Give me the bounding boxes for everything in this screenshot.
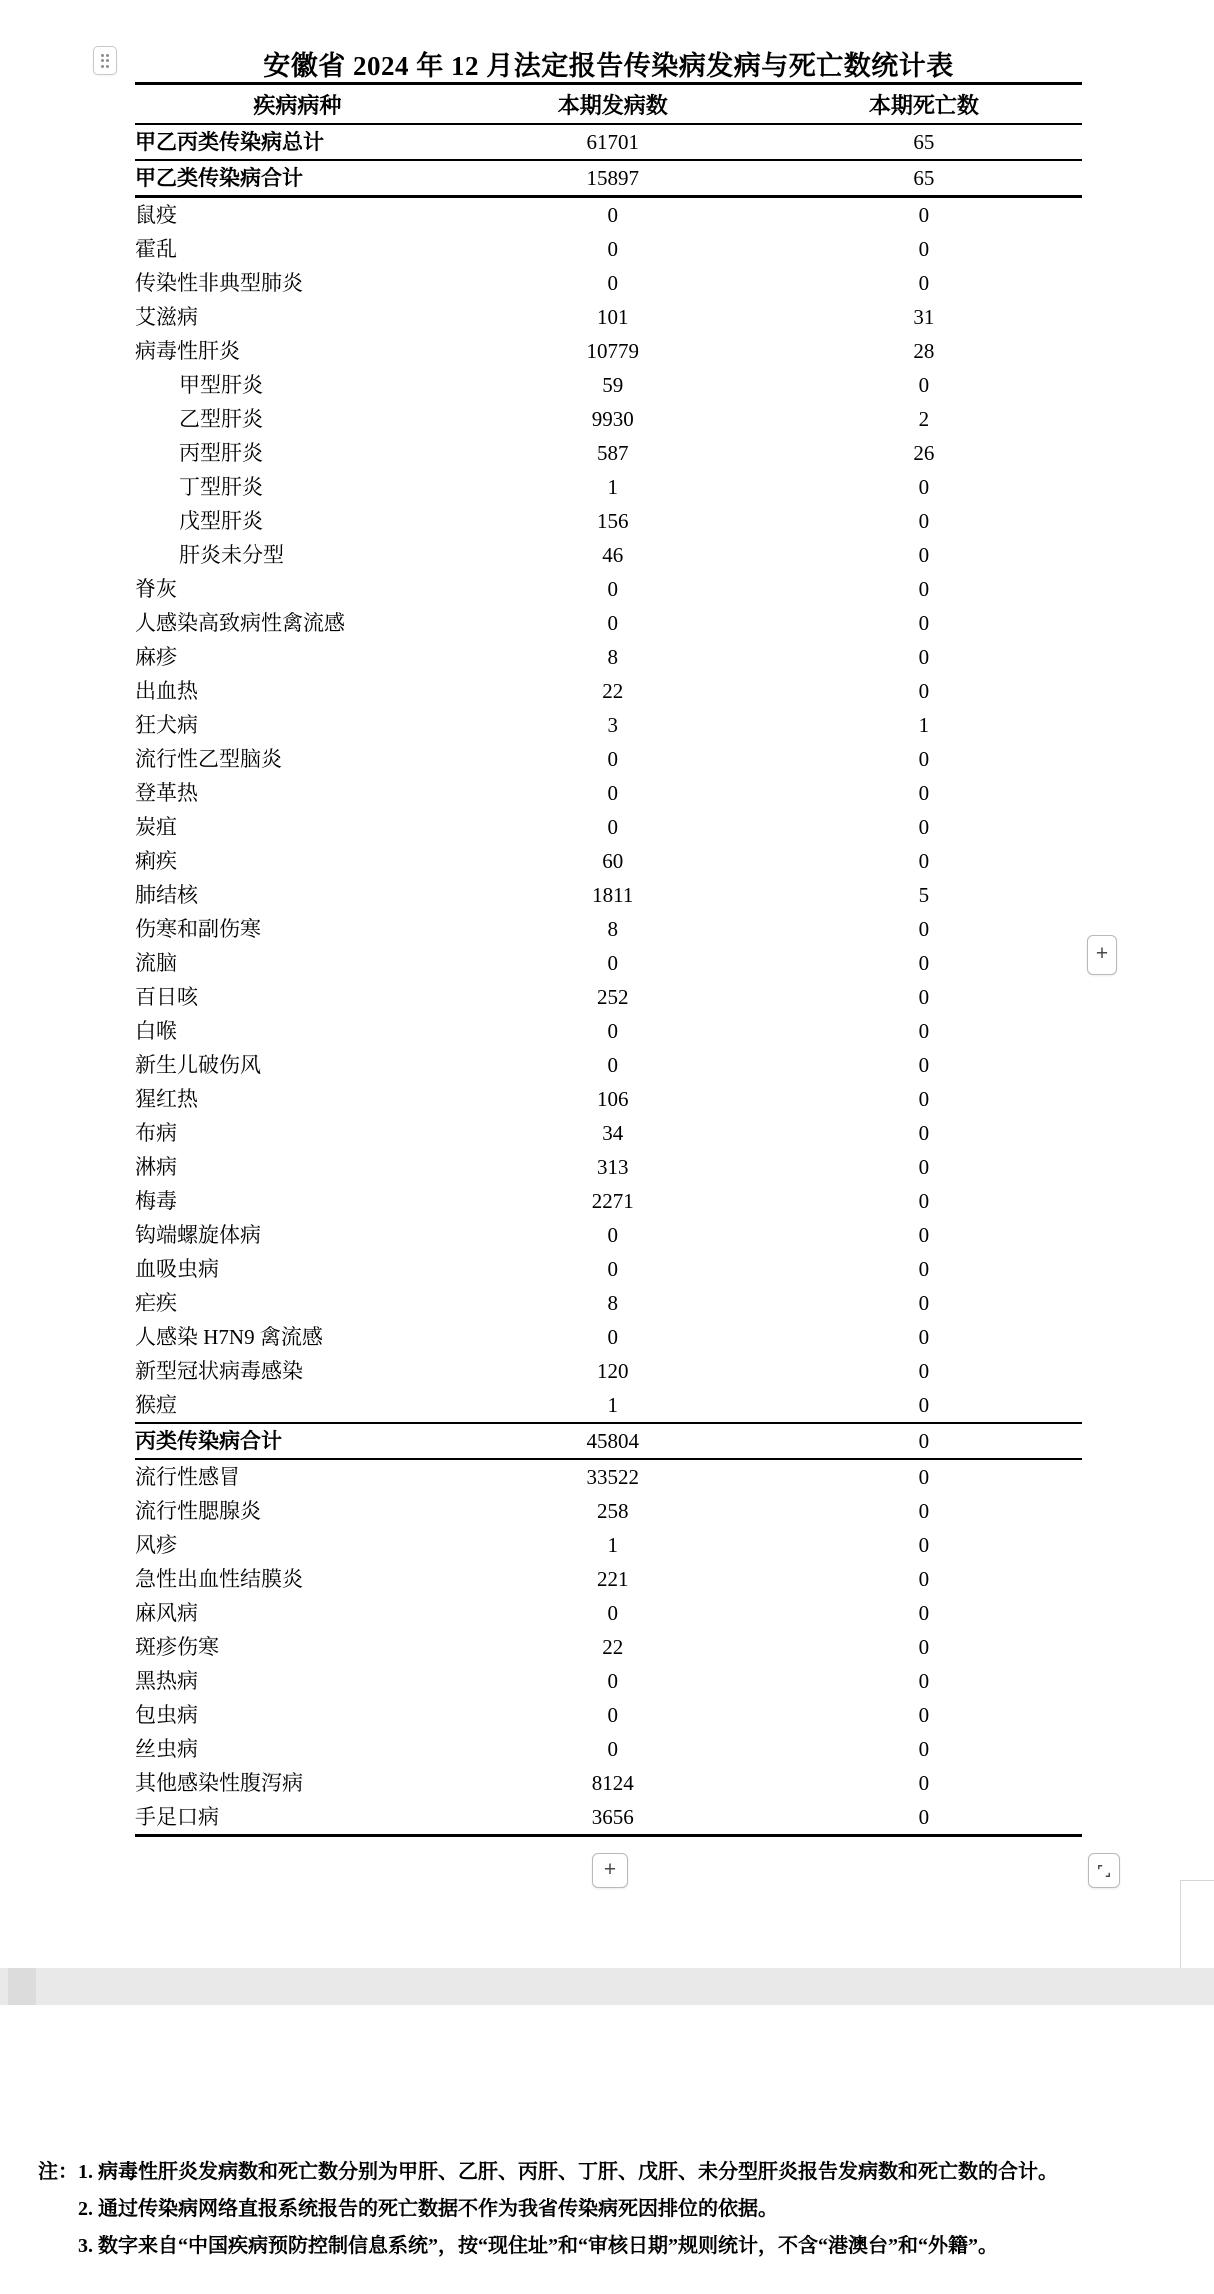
table-row (135, 504, 1082, 538)
deaths-count-cell[interactable]: 0 (918, 202, 930, 227)
table-row (135, 1116, 1082, 1150)
cases-count-cell[interactable]: 59 (602, 372, 624, 397)
cases-count-cell[interactable]: 10779 (586, 338, 639, 363)
table-row (135, 1184, 1082, 1218)
deaths-count-cell[interactable]: 0 (918, 236, 930, 261)
table-row (135, 1048, 1082, 1082)
cases-count-cell[interactable]: 33522 (586, 1464, 639, 1489)
cases-count-cell[interactable]: 1811 (592, 882, 634, 907)
cases-count-cell[interactable]: 8 (607, 916, 618, 941)
footnote-prefix: 注： (38, 2161, 78, 2183)
deaths-count-cell[interactable]: 0 (918, 1052, 930, 1077)
disease-name-cell[interactable]: 艾滋病 (135, 304, 198, 329)
disease-name-cell[interactable]: 甲型肝炎 (179, 372, 263, 397)
cases-count-cell[interactable]: 106 (597, 1086, 629, 1111)
deaths-count-cell[interactable]: 0 (918, 916, 930, 941)
disease-name-cell[interactable]: 甲乙丙类传染病总计 (135, 124, 460, 160)
disease-name-cell[interactable]: 血吸虫病 (135, 1256, 219, 1281)
disease-name-cell[interactable]: 病毒性肝炎 (135, 338, 240, 363)
footnote-item: 2. 通过传染病网络直报系统报告的死亡数据不作为我省传染病死因排位的依据。 (78, 2198, 778, 2220)
table-row (135, 1252, 1082, 1286)
table-row (135, 402, 1082, 436)
table-row (135, 980, 1082, 1014)
table-row (135, 640, 1082, 674)
table-row (135, 708, 1082, 742)
cases-count-cell[interactable]: 258 (597, 1498, 629, 1523)
cases-count-cell[interactable]: 0 (607, 1222, 618, 1247)
table-row (135, 1732, 1082, 1766)
deaths-count-cell[interactable]: 0 (918, 270, 930, 295)
disease-name-cell[interactable]: 丁型肝炎 (179, 474, 263, 499)
table-body (135, 124, 1082, 1836)
table-row (135, 1596, 1082, 1630)
cases-count-cell[interactable]: 0 (607, 1256, 618, 1281)
table-row (135, 334, 1082, 368)
table-title: 安徽省 2024 年 12 月法定报告传染病发病与死亡数统计表 (263, 51, 954, 81)
add-column-button[interactable] (1087, 935, 1117, 975)
table-row (135, 1354, 1082, 1388)
cases-count-cell[interactable]: 101 (597, 304, 629, 329)
cases-count-cell[interactable]: 252 (597, 984, 629, 1009)
table-row (135, 1423, 1082, 1459)
table-row (135, 436, 1082, 470)
disease-name-cell[interactable]: 其他感染性腹泻病 (135, 1770, 303, 1795)
table-row (135, 674, 1082, 708)
disease-name-cell[interactable]: 乙型肝炎 (179, 406, 263, 431)
cases-count-cell[interactable]: 221 (597, 1566, 629, 1591)
table-row (135, 878, 1082, 912)
deaths-count-cell[interactable]: 0 (918, 1464, 930, 1489)
deaths-count-cell[interactable]: 0 (918, 542, 930, 567)
table-row (135, 300, 1082, 334)
plus-icon: + (603, 1857, 617, 1881)
table-row (135, 1459, 1082, 1494)
cases-count-cell[interactable]: 0 (607, 780, 618, 805)
disease-name-cell[interactable]: 鼠疫 (135, 202, 177, 227)
deaths-count-cell[interactable]: 0 (918, 848, 930, 873)
disease-name-cell[interactable]: 丝虫病 (135, 1736, 198, 1761)
disease-name-cell[interactable]: 急性出血性结膜炎 (135, 1566, 303, 1591)
cases-count-cell[interactable]: 8124 (591, 1770, 634, 1795)
deaths-count-cell[interactable]: 0 (918, 984, 930, 1009)
deaths-count-cell[interactable]: 0 (918, 1668, 930, 1693)
table-row (135, 1388, 1082, 1423)
deaths-count-cell[interactable]: 0 (918, 780, 930, 805)
disease-name-cell[interactable]: 黑热病 (135, 1668, 198, 1693)
cases-count-cell[interactable]: 0 (607, 814, 618, 839)
deaths-count-cell[interactable]: 0 (918, 508, 930, 533)
table-row (135, 1150, 1082, 1184)
disease-name-cell[interactable]: 肝炎未分型 (179, 542, 284, 567)
deaths-count-cell[interactable]: 28 (913, 338, 935, 363)
cases-count-cell[interactable]: 8 (607, 644, 618, 669)
disease-name-cell[interactable]: 脊灰 (135, 576, 177, 601)
table-row (135, 232, 1082, 266)
table-row (135, 1766, 1082, 1800)
scrollbar-nub[interactable] (8, 1968, 36, 2005)
table-row (135, 1562, 1082, 1596)
disease-name-cell[interactable]: 流行性腮腺炎 (135, 1498, 261, 1523)
cases-count-cell[interactable]: 587 (597, 440, 629, 465)
cases-count-cell[interactable]: 3 (607, 712, 618, 737)
table-row (135, 946, 1082, 980)
table-row (135, 124, 1082, 160)
add-row-button[interactable] (592, 1853, 628, 1888)
deaths-count-cell[interactable]: 0 (918, 1324, 930, 1349)
cases-count-cell[interactable]: 45804 (460, 1423, 766, 1459)
deaths-count-cell[interactable]: 0 (918, 644, 930, 669)
cases-count-cell[interactable]: 0 (607, 746, 618, 771)
disease-name-cell[interactable]: 斑疹伤寒 (135, 1634, 219, 1659)
disease-name-cell[interactable]: 流脑 (135, 950, 177, 975)
deaths-count-cell[interactable]: 5 (918, 882, 930, 907)
cases-count-cell[interactable]: 1 (607, 474, 618, 499)
deaths-count-cell[interactable]: 0 (918, 1256, 930, 1281)
table-row (135, 368, 1082, 402)
cases-count-cell[interactable]: 0 (607, 236, 618, 261)
cases-count-cell[interactable]: 3656 (591, 1804, 634, 1829)
disease-name-cell[interactable]: 丙型肝炎 (179, 440, 263, 465)
cases-count-cell[interactable]: 313 (597, 1154, 629, 1179)
deaths-count-cell[interactable]: 1 (918, 712, 930, 737)
table-row (135, 776, 1082, 810)
expand-table-button[interactable] (1088, 1853, 1120, 1888)
deaths-count-cell[interactable]: 0 (766, 1423, 1082, 1459)
deaths-count-cell[interactable]: 0 (918, 1770, 930, 1795)
footnote-list (78, 2154, 1204, 2265)
drag-dots-icon (101, 54, 110, 68)
disease-name-cell[interactable]: 丙类传染病合计 (135, 1423, 460, 1459)
footnotes (38, 2154, 1204, 2265)
table-row (135, 606, 1082, 640)
table-row (135, 1494, 1082, 1528)
disease-name-cell[interactable]: 流行性乙型脑炎 (135, 746, 282, 771)
deaths-count-cell[interactable]: 0 (918, 1804, 930, 1829)
disease-name-cell[interactable]: 传染性非典型肺炎 (135, 270, 303, 295)
disease-name-cell[interactable]: 人感染高致病性禽流感 (135, 610, 345, 635)
deaths-count-cell[interactable]: 0 (918, 1222, 930, 1247)
deaths-count-cell[interactable]: 65 (766, 160, 1082, 197)
table-row (135, 1320, 1082, 1354)
cases-count-cell[interactable]: 46 (602, 542, 624, 567)
cases-count-cell[interactable]: 15897 (460, 160, 766, 197)
disease-name-cell[interactable]: 新型冠状病毒感染 (135, 1358, 303, 1383)
table-row (135, 1014, 1082, 1048)
column-header-disease: 疾病病种 (135, 84, 460, 125)
cases-count-cell[interactable]: 1 (460, 1388, 766, 1423)
deaths-count-cell[interactable]: 0 (918, 1086, 930, 1111)
disease-name-cell[interactable]: 新生儿破伤风 (135, 1052, 261, 1077)
footnote-item: 3. 数字来自“中国疾病预防控制信息系统”，按“现住址”和“审核日期”规则统计，不含“港澳台”和“外籍”。 (78, 2235, 998, 2257)
deaths-count-cell[interactable]: 0 (918, 1532, 930, 1557)
cases-count-cell[interactable]: 0 (607, 576, 618, 601)
table-row (135, 1800, 1082, 1836)
deaths-count-cell[interactable]: 0 (766, 1388, 1082, 1423)
table-row (135, 844, 1082, 878)
disease-name-cell[interactable]: 布病 (135, 1120, 177, 1145)
cases-count-cell[interactable]: 0 (607, 1668, 618, 1693)
deaths-count-cell[interactable]: 26 (913, 440, 935, 465)
table-row (135, 912, 1082, 946)
deaths-count-cell[interactable]: 0 (918, 1188, 930, 1213)
table-row (135, 572, 1082, 606)
disease-name-cell[interactable]: 流行性感冒 (135, 1464, 240, 1489)
disease-name-cell[interactable]: 麻风病 (135, 1600, 198, 1625)
deaths-count-cell[interactable]: 0 (918, 746, 930, 771)
cases-count-cell[interactable]: 120 (597, 1358, 629, 1383)
disease-name-cell[interactable]: 出血热 (135, 678, 198, 703)
table-row (135, 1664, 1082, 1698)
table-row (135, 810, 1082, 844)
table-row (135, 1082, 1082, 1116)
disease-name-cell[interactable]: 风疹 (135, 1532, 177, 1557)
disease-name-cell[interactable]: 狂犬病 (135, 712, 198, 737)
disease-name-cell[interactable]: 梅毒 (135, 1188, 177, 1213)
disease-name-cell[interactable]: 手足口病 (135, 1804, 219, 1829)
cases-count-cell[interactable]: 0 (607, 1018, 618, 1043)
plus-icon: + (1095, 942, 1109, 965)
deaths-count-cell[interactable]: 0 (918, 1154, 930, 1179)
cases-count-cell[interactable]: 0 (607, 1736, 618, 1761)
disease-name-cell[interactable]: 伤寒和副伤寒 (135, 916, 261, 941)
corner-brackets-icon (1097, 1864, 1111, 1878)
table-row (135, 266, 1082, 300)
cases-count-cell[interactable]: 0 (607, 1324, 618, 1349)
deaths-count-cell[interactable]: 0 (918, 1498, 930, 1523)
cases-count-cell[interactable]: 0 (607, 610, 618, 635)
table-row (135, 1698, 1082, 1732)
table-header-row (135, 84, 1082, 125)
disease-name-cell[interactable]: 炭疽 (135, 814, 177, 839)
page-gap-band (0, 1968, 1214, 2005)
disease-name-cell[interactable]: 钩端螺旋体病 (135, 1222, 261, 1247)
deaths-count-cell[interactable]: 0 (918, 1634, 930, 1659)
cases-count-cell[interactable]: 60 (602, 848, 624, 873)
table-row (135, 160, 1082, 197)
disease-name-cell[interactable]: 戊型肝炎 (179, 508, 263, 533)
column-header-deaths: 本期死亡数 (766, 84, 1082, 125)
disease-name-cell[interactable]: 白喉 (135, 1018, 177, 1043)
disease-name-cell[interactable]: 肺结核 (135, 882, 198, 907)
disease-name-cell[interactable]: 猴痘 (135, 1388, 460, 1423)
cases-count-cell[interactable]: 34 (602, 1120, 624, 1145)
table-drag-handle[interactable] (93, 46, 117, 75)
disease-name-cell[interactable]: 人感染 H7N9 禽流感 (135, 1324, 323, 1349)
deaths-count-cell[interactable]: 0 (918, 814, 930, 839)
deaths-count-cell[interactable]: 0 (918, 1566, 930, 1591)
disease-name-cell[interactable]: 甲乙类传染病合计 (135, 160, 460, 197)
disease-name-cell[interactable]: 麻疹 (135, 644, 177, 669)
disease-name-cell[interactable]: 疟疾 (135, 1290, 177, 1315)
table-row (135, 470, 1082, 504)
deaths-count-cell[interactable]: 0 (918, 1290, 930, 1315)
deaths-count-cell[interactable]: 2 (918, 406, 930, 431)
deaths-count-cell[interactable]: 65 (766, 124, 1082, 160)
disease-name-cell[interactable]: 包虫病 (135, 1702, 198, 1727)
table-row (135, 538, 1082, 572)
deaths-count-cell[interactable]: 0 (918, 372, 930, 397)
cases-count-cell[interactable]: 22 (602, 678, 624, 703)
cases-count-cell[interactable]: 0 (607, 1600, 618, 1625)
deaths-count-cell[interactable]: 0 (918, 950, 930, 975)
cases-count-cell[interactable]: 0 (607, 1052, 618, 1077)
cases-count-cell[interactable]: 61701 (460, 124, 766, 160)
column-header-cases: 本期发病数 (460, 84, 766, 125)
disease-name-cell[interactable]: 痢疾 (135, 848, 177, 873)
cases-count-cell[interactable]: 22 (602, 1634, 624, 1659)
deaths-count-cell[interactable]: 31 (913, 304, 935, 329)
deaths-count-cell[interactable]: 0 (918, 1702, 930, 1727)
deaths-count-cell[interactable]: 0 (918, 1018, 930, 1043)
footnote-item: 1. 病毒性肝炎发病数和死亡数分别为甲肝、乙肝、丙肝、丁肝、戊肝、未分型肝炎报告发病数和死亡数的合计。 (78, 2161, 1058, 2183)
table-row (135, 1286, 1082, 1320)
deaths-count-cell[interactable]: 0 (918, 1600, 930, 1625)
deaths-count-cell[interactable]: 0 (918, 1120, 930, 1145)
cases-count-cell[interactable]: 8 (607, 1290, 618, 1315)
deaths-count-cell[interactable]: 0 (918, 610, 930, 635)
disease-name-cell[interactable]: 淋病 (135, 1154, 177, 1179)
statistics-table (135, 82, 1082, 1837)
table-row (135, 197, 1082, 233)
disease-name-cell[interactable]: 登革热 (135, 780, 198, 805)
deaths-count-cell[interactable]: 0 (918, 1358, 930, 1383)
cases-count-cell[interactable]: 0 (607, 950, 618, 975)
page-edge-corner (1180, 1880, 1214, 1969)
table-row (135, 1528, 1082, 1562)
disease-name-cell[interactable]: 猩红热 (135, 1086, 198, 1111)
cases-count-cell[interactable]: 0 (607, 202, 618, 227)
disease-name-cell[interactable]: 百日咳 (135, 984, 198, 1009)
deaths-count-cell[interactable]: 0 (918, 1736, 930, 1761)
table-row (135, 1630, 1082, 1664)
deaths-count-cell[interactable]: 0 (918, 678, 930, 703)
table-row (135, 742, 1082, 776)
cases-count-cell[interactable]: 2271 (591, 1188, 634, 1213)
disease-name-cell[interactable]: 霍乱 (135, 236, 177, 261)
table-row (135, 1218, 1082, 1252)
deaths-count-cell[interactable]: 0 (918, 576, 930, 601)
cases-count-cell[interactable]: 156 (597, 508, 629, 533)
cases-count-cell[interactable]: 9930 (591, 406, 634, 431)
cases-count-cell[interactable]: 1 (607, 1532, 618, 1557)
deaths-count-cell[interactable]: 0 (918, 474, 930, 499)
cases-count-cell[interactable]: 0 (607, 270, 618, 295)
cases-count-cell[interactable]: 0 (607, 1702, 618, 1727)
